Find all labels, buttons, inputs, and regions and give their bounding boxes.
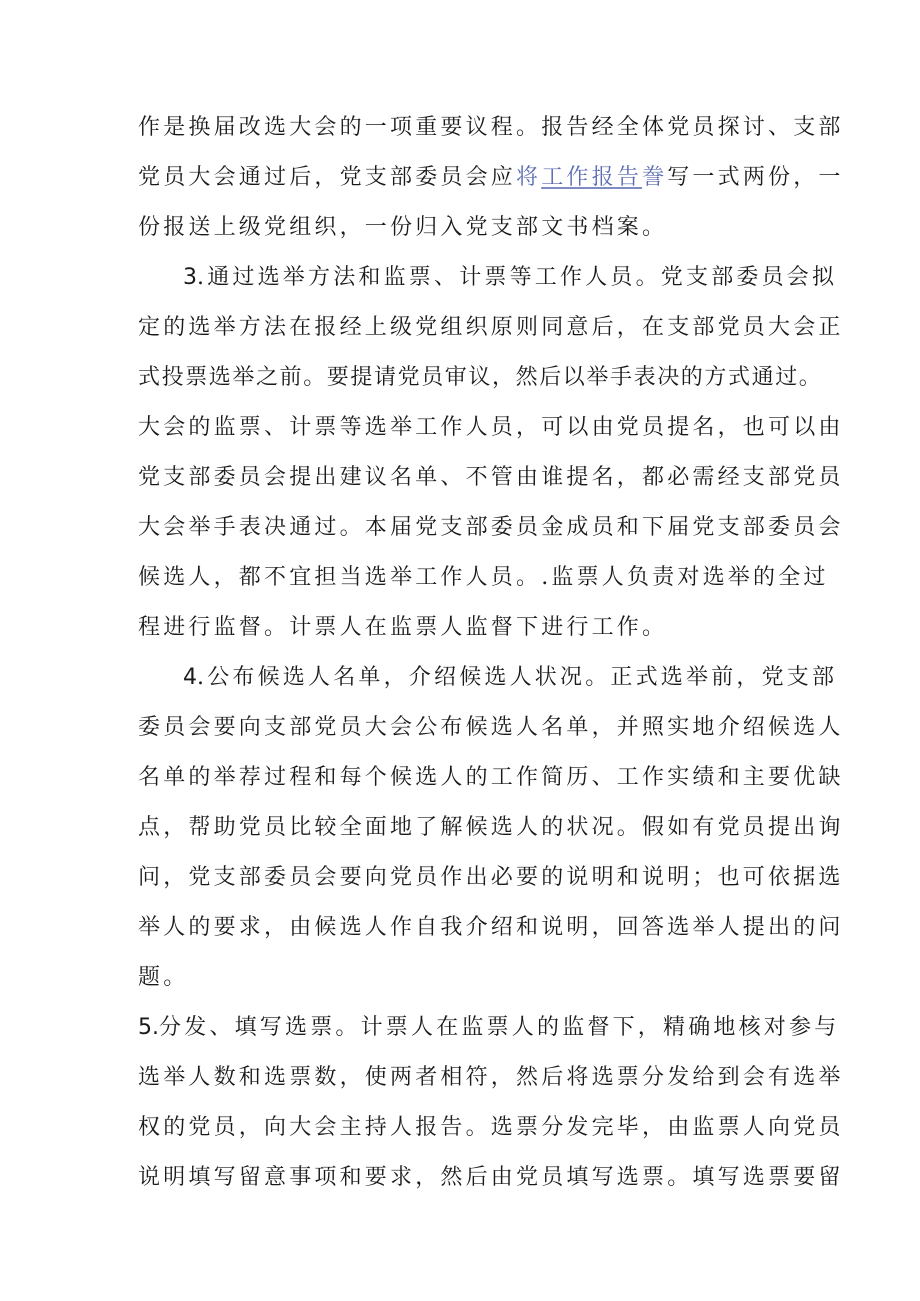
text-span: 份报送上级党组织，一份归入党支部文书档案。 [138,215,668,240]
text-line [138,458,844,498]
text-line [138,358,823,398]
link-prefix: 将 [516,165,542,190]
text-span: 党支部委员会提出建议名单、不管由谁提名，都必需经支部党员 [138,465,844,490]
text-line [138,858,844,898]
text-span: 权的党员，向大会主持人报告。选票分发完毕，由监票人向党员 [138,1115,844,1140]
link-suffix: 誊 [642,165,668,190]
section-5-heading-line [138,1008,840,1048]
text-span: 程进行监督。计票人在监票人监督下进行工作。 [138,615,668,640]
text-line [138,158,844,198]
text-span: 定的选举方法在报经上级党组织原则同意后，在支部党员大会正 [138,315,844,340]
section-4-heading-line [183,658,838,698]
text-line [138,558,829,598]
section-number: 4 [183,665,197,690]
text-span: 题。 [138,965,189,990]
text-span: 名单的举荐过程和每个候选人的工作简历、工作实绩和主要优缺 [138,765,844,790]
section-number: 3 [183,265,197,290]
text-line [138,958,788,998]
section-number: 5. [138,1015,159,1040]
text-span: 举人的要求，由候选人作自我介绍和说明，回答选举人提出的问 [138,915,844,940]
text-span: 写一式两份，一 [667,165,844,190]
text-span: 委员会要向支部党员大会公布候选人名单，并照实地介绍候选人 [138,715,844,740]
text-line [138,808,844,848]
text-span: 分发、填写选票。计票人在监票人的监督下，精确地核对参与 [159,1015,840,1040]
text-line [138,408,844,448]
text-line [138,1158,844,1198]
text-span: 作是换届改选大会的一项重要议程。报告经全体党员探讨、支部 [138,115,844,140]
text-line [138,508,844,548]
text-span: .通过选举方法和监票、计票等工作人员。党支部委员会拟 [197,265,838,290]
text-line [138,708,844,748]
text-span: 党员大会通过后，党支部委员会应 [138,165,517,190]
text-span: 式投票选举之前。要提请党员审议，然后以举手表决的方式通过。 [138,365,823,390]
text-span: .公布候选人名单，介绍候选人状况。正式选举前，党支部 [197,665,838,690]
text-span: 候选人，都不宜担当选举工作人员。.监票人负责对选举的全过 [138,565,829,590]
text-span: 问，党支部委员会要向党员作出必要的说明和说明；也可依据选 [138,865,844,890]
work-report-link[interactable]: 工作报告 [541,165,643,190]
text-line [138,758,844,798]
text-span: 大会举手表决通过。本届党支部委员金成员和下届党支部委员会 [138,515,844,540]
text-line [138,1108,844,1148]
section-3-heading-line [183,258,838,298]
text-span: 大会的监票、计票等选举工作人员，可以由党员提名，也可以由 [138,415,844,440]
text-line [138,108,844,148]
text-span: 点，帮助党员比较全面地了解候选人的状况。假如有党员提出询 [138,815,844,840]
text-span: 选举人数和选票数，使两者相符，然后将选票分发给到会有选举 [138,1065,844,1090]
text-line [138,908,844,948]
text-line [138,608,788,648]
text-span: 说明填写留意事项和要求，然后由党员填写选票。填写选票要留 [138,1165,844,1190]
text-line [138,208,788,248]
text-line [138,1058,844,1098]
text-line [138,308,844,348]
